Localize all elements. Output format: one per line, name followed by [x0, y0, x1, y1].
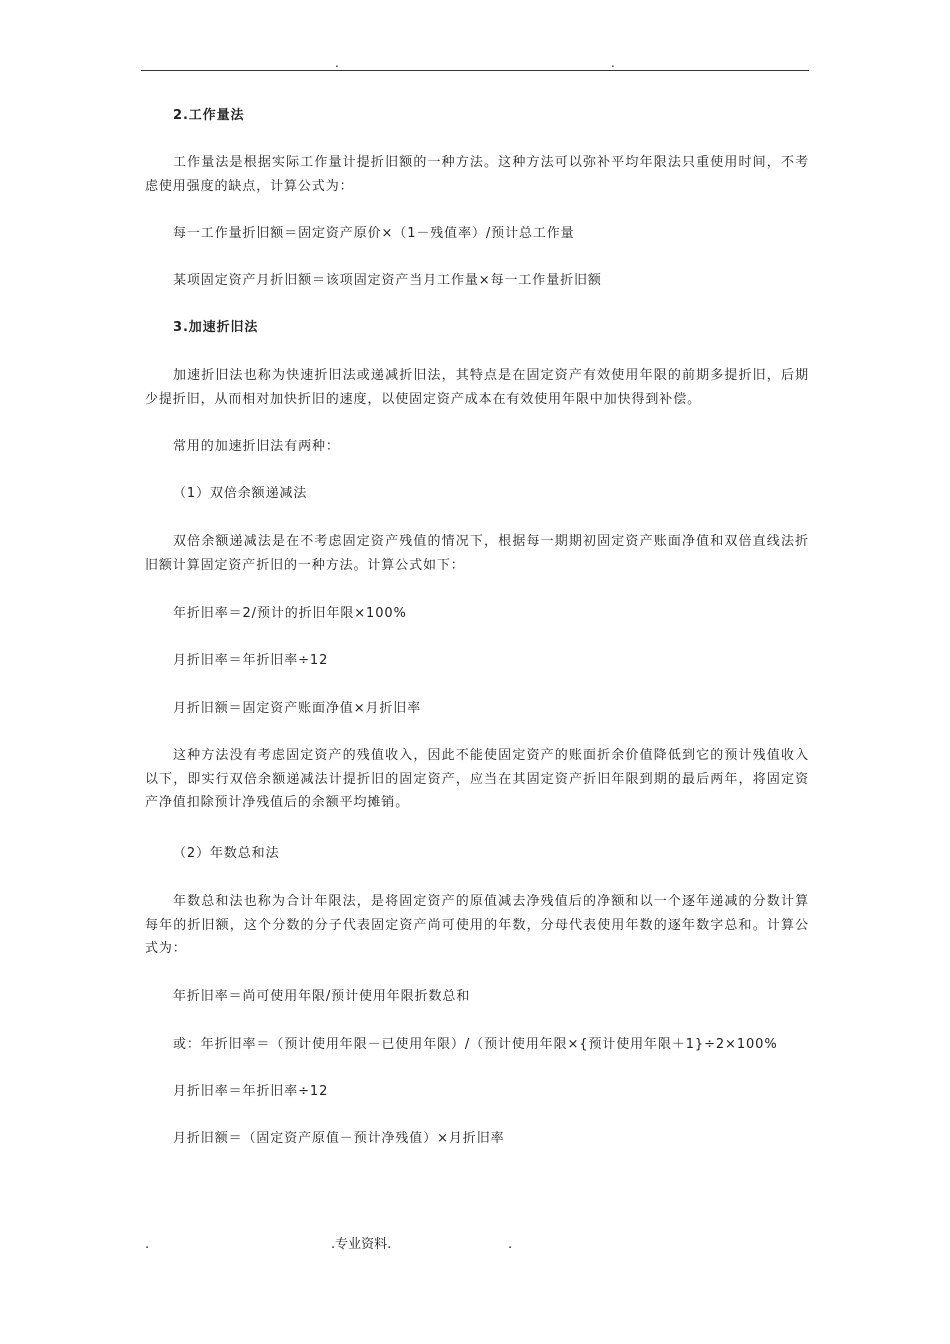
footer-dot-right: . [508, 1237, 513, 1252]
paragraph-accelerated-method: 加速折旧法也称为快速折旧法或递减折旧法，其特点是在固定资产有效使用年限的前期多提折旧，后期少提折旧，从而相对加快折旧的速度，以使固定资产成本在有效使用年限中加快得到补偿。 [145, 368, 809, 407]
formula-workload-2: 某项固定资产月折旧额＝该项固定资产当月工作量×每一工作量折旧额 [173, 273, 602, 288]
heading-accelerated-method: 3.加速折旧法 [173, 320, 259, 335]
paragraph-sum-of-years: 年数总和法也称为合计年限法，是将固定资产的原值减去净残值后的净额和以一个逐年递减的分数计算每年的折旧额，这个分数的分子代表固定资产尚可使用的年数，分母代表使用年数的逐年数字总和。计算公式为： [145, 894, 809, 956]
subheading-double-declining: （1）双倍余额递减法 [173, 486, 308, 501]
footer-label: .专业资料. [331, 1237, 392, 1252]
formula-syd-1: 年折旧率＝尚可使用年限/预计使用年限折数总和 [173, 989, 471, 1004]
formula-workload-1: 每一工作量折旧额＝固定资产原价×（1－残值率）/预计总工作量 [173, 226, 575, 241]
header-dot-left: . [335, 56, 339, 70]
paragraph-double-declining: 双倍余额递减法是在不考虑固定资产残值的情况下，根据每一期期初固定资产账面净值和双倍直线法折旧额计算固定资产折旧的一种方法。计算公式如下： [145, 534, 809, 573]
paragraph-two-methods: 常用的加速折旧法有两种： [173, 439, 340, 454]
formula-syd-3: 月折旧率＝年折旧率÷12 [173, 1084, 329, 1099]
header-dot-right: . [611, 56, 615, 70]
formula-ddb-2: 月折旧率＝年折旧率÷12 [173, 653, 329, 668]
paragraph-workload-method: 工作量法是根据实际工作量计提折旧额的一种方法。这种方法可以弥补平均年限法只重使用时间，不考虑使用强度的缺点，计算公式为： [145, 155, 809, 194]
formula-syd-4: 月折旧额＝（固定资产原值－预计净残值）×月折旧率 [173, 1131, 505, 1146]
header-rule [141, 70, 809, 71]
subheading-sum-of-years: （2）年数总和法 [173, 846, 280, 861]
paragraph-ddb-note: 这种方法没有考虑固定资产的残值收入，因此不能使固定资产的账面折余价值降低到它的预计残值收入以下，即实行双倍余额递减法计提折旧的固定资产，应当在其固定资产折旧年限到期的最后两年，将固定资产净值扣除预计净残值后的余额平均摊销。 [145, 748, 809, 810]
formula-ddb-3: 月折旧额＝固定资产账面净值×月折旧率 [173, 701, 422, 716]
footer-dot-left: . [145, 1237, 150, 1252]
heading-workload-method: 2.工作量法 [173, 108, 245, 123]
formula-ddb-1: 年折旧率＝2/预计的折旧年限×100% [173, 606, 407, 621]
formula-syd-2: 或：年折旧率＝（预计使用年限－已使用年限）/（预计使用年限×{预计使用年限＋1}÷2×100% [173, 1037, 778, 1052]
